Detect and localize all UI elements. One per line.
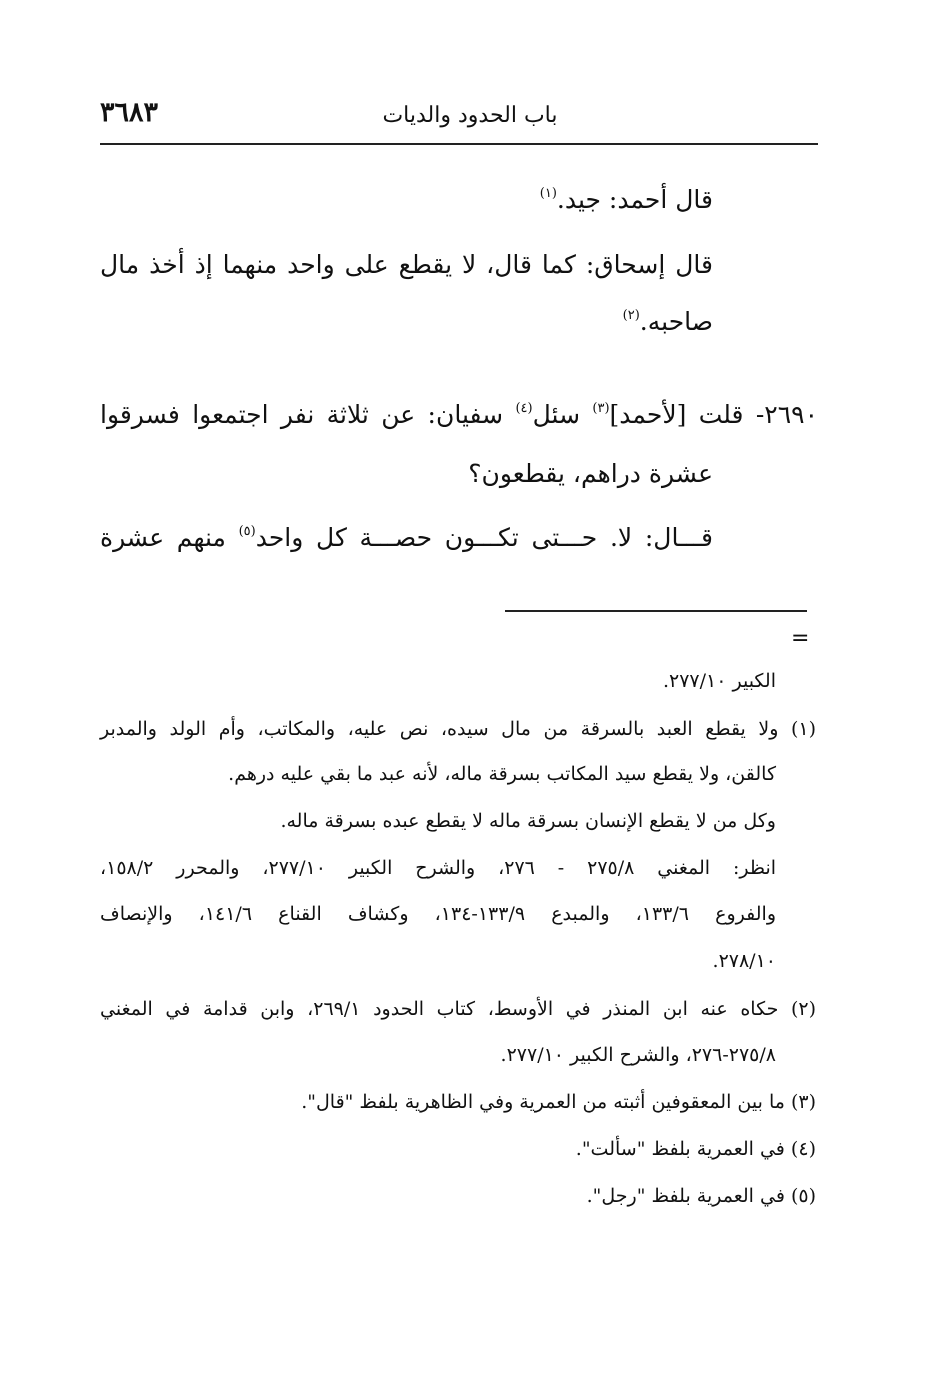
footnote-5: (٥) في العمرية بلفظ "رجل". bbox=[586, 1185, 816, 1207]
footnote-line: انظر: المغني ٢٧٥/٨ - ٢٧٦، والشرح الكبير ٢٧٧/١٠، والمحرر ١٥٨/٢، bbox=[100, 857, 777, 879]
footnote-4: (٤) في العمرية بلفظ "سألت". bbox=[575, 1138, 816, 1160]
body-text: منهم عشرة bbox=[100, 523, 239, 552]
body-text: صاحبه. bbox=[639, 307, 713, 336]
footnote-line: والفروع ١٣٣/٦، والمبدع ١٣٣/٩-١٣٤، وكشاف القناع ١٤١/٦، والإنصاف bbox=[100, 903, 776, 925]
footnote-line: ٢٧٥/٨-٢٧٦، والشرح الكبير ٢٧٧/١٠. bbox=[500, 1044, 776, 1066]
body-text: سفيان: عن ثلاثة نفر اجتمعوا فسرقوا bbox=[100, 400, 516, 429]
footnote-line: كالقن، ولا يقطع سيد المكاتب بسرقة ماله، لأنه عبد ما بقي عليه درهم. bbox=[228, 763, 776, 785]
footnote-ref-4: (٤) bbox=[515, 401, 533, 416]
footnote-2: (٢) حكاه عنه ابن المنذر في الأوسط، كتاب الحدود ٢٦٩/١، وابن قدامة في المغني bbox=[100, 998, 816, 1020]
footnote-line: ٢٧٨/١٠. bbox=[712, 950, 776, 972]
body-text: سئل bbox=[532, 400, 593, 429]
body-line-5: عشرة دراهم، يقطعون؟ bbox=[468, 459, 713, 488]
chapter-title: باب الحدود والديات bbox=[382, 103, 558, 128]
header-rule bbox=[100, 143, 818, 145]
footnote-ref-1: (١) bbox=[539, 186, 557, 201]
body-line-4 bbox=[100, 400, 818, 429]
page-number: ٣٦٨٣ bbox=[100, 97, 159, 128]
footnote-line: الكبير ٢٧٧/١٠. bbox=[662, 670, 776, 692]
body-line-6 bbox=[100, 523, 713, 552]
body-line-1 bbox=[540, 185, 713, 214]
continuation-mark: = bbox=[791, 626, 810, 651]
body-line-3 bbox=[623, 307, 713, 336]
issue-number-text: ٢٦٩٠- قلت [لأحمد] bbox=[609, 400, 819, 429]
footnote-separator bbox=[505, 610, 807, 612]
body-text: قال أحمد: جيد. bbox=[556, 185, 713, 214]
footnote-ref-3: (٣) bbox=[592, 401, 610, 416]
footnote-ref-5: (٥) bbox=[238, 524, 256, 539]
footnote-3: (٣) ما بين المعقوفين أثبته من العمرية وفي الظاهرية بلفظ "قال". bbox=[301, 1091, 816, 1113]
footnote-1: (١) ولا يقطع العبد بالسرقة من مال سيده، نص عليه، والمكاتب، وأم الولد والمدبر bbox=[100, 718, 816, 740]
body-text: قـــال: لا. حـــتى تكـــون حصـــة كل واحد bbox=[255, 523, 713, 552]
footnote-line: وكل من لا يقطع الإنسان بسرقة ماله لا يقطع عبده بسرقة ماله. bbox=[280, 810, 776, 832]
footnote-ref-2: (٢) bbox=[622, 308, 640, 323]
body-line-2: قال إسحاق: كما قال، لا يقطع على واحد منهما إذ أخذ مال bbox=[100, 250, 713, 279]
